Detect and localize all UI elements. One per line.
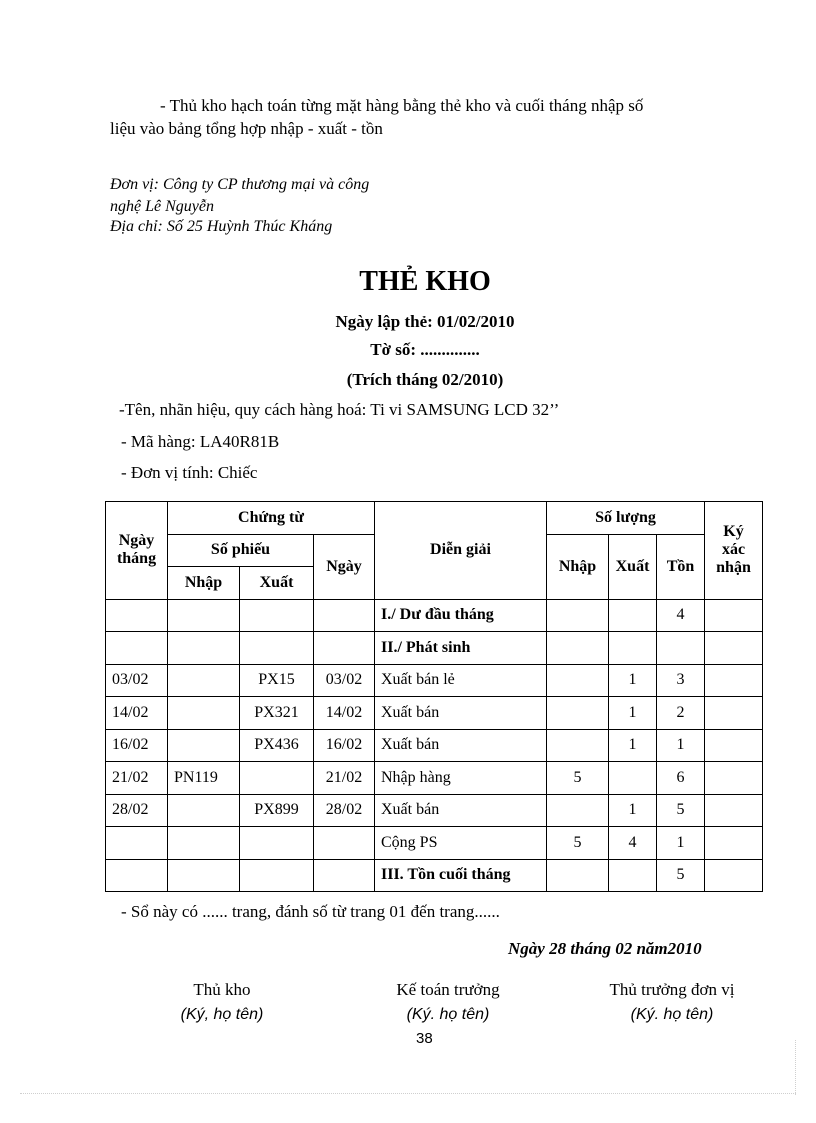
signer-note: (Ký. họ tên) — [406, 1006, 490, 1023]
row-qty-out: 1 — [609, 697, 657, 730]
table-header — [106, 502, 763, 600]
row-qty-balance: 1 — [657, 729, 705, 762]
row-qty-in: 5 — [547, 827, 609, 860]
row-date: 14/02 — [106, 697, 168, 730]
row-qty-in — [547, 729, 609, 762]
signer-note: (Ký. họ tên) — [630, 1006, 714, 1023]
row-date: 16/02 — [106, 729, 168, 762]
row-qty-balance: 3 — [657, 664, 705, 697]
row-qty-in — [547, 599, 609, 632]
row-qty-balance: 1 — [657, 827, 705, 860]
header-voucher-number: Số phiếu — [168, 534, 314, 567]
row-date — [106, 599, 168, 632]
header-date: Ngày tháng — [106, 502, 168, 600]
item-name: -Tên, nhãn hiệu, quy cách hàng hoá: Ti vi SAMSUNG LCD 32’’ — [119, 400, 560, 419]
row-date: 03/02 — [106, 664, 168, 697]
signer-note: (Ký, họ tên) — [180, 1006, 264, 1023]
table-row — [106, 697, 763, 730]
row-qty-balance — [657, 632, 705, 665]
row-voucher-date: 16/02 — [314, 729, 375, 762]
card-sheet-number: Tờ số: .............. — [370, 340, 480, 359]
item-code: - Mã hàng: LA40R81B — [121, 432, 280, 451]
signer-chief-accountant — [348, 980, 548, 1024]
row-description: III. Tồn cuối tháng — [375, 859, 547, 892]
table-row — [106, 664, 763, 697]
row-voucher-date: 21/02 — [314, 762, 375, 795]
intro-line-1: - Thủ kho hạch toán từng mặt hàng bằng thẻ kho và cuối tháng nhập số — [160, 96, 644, 115]
row-date: 28/02 — [106, 794, 168, 827]
row-qty-balance: 6 — [657, 762, 705, 795]
table-row — [106, 859, 763, 892]
row-confirm — [705, 762, 763, 795]
row-date — [106, 632, 168, 665]
row-description: I./ Dư đầu tháng — [375, 599, 547, 632]
row-voucher-in — [168, 599, 240, 632]
row-qty-balance: 5 — [657, 794, 705, 827]
table-body — [106, 599, 763, 892]
page-edge-dotted-line — [20, 1093, 796, 1094]
header-voucher-in: Nhập — [168, 567, 240, 600]
signer-title: Thủ kho — [193, 980, 251, 999]
header-description: Diễn giải — [375, 502, 547, 600]
row-voucher-out — [240, 599, 314, 632]
row-confirm — [705, 729, 763, 762]
card-period: (Trích tháng 02/2010) — [346, 370, 504, 389]
row-date: 21/02 — [106, 762, 168, 795]
header-voucher-out: Xuất — [240, 567, 314, 600]
row-qty-in — [547, 632, 609, 665]
row-voucher-date: 28/02 — [314, 794, 375, 827]
row-voucher-out: PX15 — [240, 664, 314, 697]
row-qty-balance: 5 — [657, 859, 705, 892]
row-description: II./ Phát sinh — [375, 632, 547, 665]
row-voucher-date — [314, 599, 375, 632]
row-qty-in — [547, 664, 609, 697]
page-number: 38 — [416, 1030, 433, 1047]
row-voucher-out — [240, 859, 314, 892]
header-qty-in: Nhập — [547, 534, 609, 599]
card-date: Ngày lập thẻ: 01/02/2010 — [335, 312, 515, 331]
row-confirm — [705, 827, 763, 860]
table-row — [106, 632, 763, 665]
row-voucher-out — [240, 762, 314, 795]
row-description: Nhập hàng — [375, 762, 547, 795]
row-voucher-out — [240, 827, 314, 860]
row-voucher-in — [168, 794, 240, 827]
row-description: Xuất bán — [375, 697, 547, 730]
row-confirm — [705, 859, 763, 892]
row-voucher-in — [168, 859, 240, 892]
row-voucher-in — [168, 632, 240, 665]
row-confirm — [705, 632, 763, 665]
item-unit: - Đơn vị tính: Chiếc — [121, 463, 258, 482]
intro-line-2: liệu vào bảng tổng hợp nhập - xuất - tồn — [110, 119, 383, 138]
row-description: Xuất bán — [375, 729, 547, 762]
row-description: Xuất bán lẻ — [375, 664, 547, 697]
row-voucher-in — [168, 729, 240, 762]
row-confirm — [705, 599, 763, 632]
table-row — [106, 794, 763, 827]
header-qty-balance: Tồn — [657, 534, 705, 599]
row-voucher-date: 14/02 — [314, 697, 375, 730]
table-row — [106, 827, 763, 860]
header-qty-out: Xuất — [609, 534, 657, 599]
card-title: THẺ KHO — [359, 266, 491, 297]
row-voucher-out: PX899 — [240, 794, 314, 827]
row-qty-out — [609, 859, 657, 892]
row-voucher-in: PN119 — [168, 762, 240, 795]
stock-card-table — [105, 501, 763, 892]
row-qty-in — [547, 859, 609, 892]
row-qty-balance: 4 — [657, 599, 705, 632]
header-voucher-date: Ngày — [314, 534, 375, 599]
signer-storekeeper — [122, 980, 322, 1024]
row-voucher-in — [168, 827, 240, 860]
row-qty-out — [609, 632, 657, 665]
row-description: Cộng PS — [375, 827, 547, 860]
row-qty-in — [547, 697, 609, 730]
header-voucher: Chứng từ — [168, 502, 375, 535]
table-row — [106, 762, 763, 795]
row-qty-in — [547, 794, 609, 827]
company-address: Địa chỉ: Số 25 Huỳnh Thúc Kháng — [110, 218, 333, 235]
company-name-line-1: Đơn vị: Công ty CP thương mại và công — [110, 176, 370, 193]
company-name-line-2: nghệ Lê Nguyễn — [110, 198, 214, 215]
header-confirm: Ký xác nhận — [705, 502, 763, 600]
signer-head-of-unit — [572, 980, 772, 1024]
row-voucher-out: PX321 — [240, 697, 314, 730]
sign-date: Ngày 28 tháng 02 năm2010 — [508, 939, 702, 958]
row-voucher-date — [314, 827, 375, 860]
page-edge-dotted-line-vertical — [795, 1040, 796, 1095]
row-qty-out: 1 — [609, 794, 657, 827]
table-row — [106, 729, 763, 762]
row-date — [106, 827, 168, 860]
signer-title: Thủ trưởng đơn vị — [609, 980, 735, 999]
row-voucher-in — [168, 697, 240, 730]
row-voucher-in — [168, 664, 240, 697]
row-description: Xuất bán — [375, 794, 547, 827]
row-confirm — [705, 664, 763, 697]
pages-note: - Sổ này có ...... trang, đánh số từ trang 01 đến trang...... — [121, 902, 500, 921]
row-qty-out — [609, 762, 657, 795]
signer-title: Kế toán trưởng — [396, 980, 500, 999]
row-confirm — [705, 794, 763, 827]
row-voucher-date — [314, 859, 375, 892]
row-qty-out: 1 — [609, 729, 657, 762]
row-qty-in: 5 — [547, 762, 609, 795]
header-quantity: Số lượng — [547, 502, 705, 535]
row-qty-out — [609, 599, 657, 632]
row-confirm — [705, 697, 763, 730]
table-row — [106, 599, 763, 632]
row-voucher-date: 03/02 — [314, 664, 375, 697]
row-voucher-date — [314, 632, 375, 665]
row-qty-out: 4 — [609, 827, 657, 860]
row-date — [106, 859, 168, 892]
row-voucher-out: PX436 — [240, 729, 314, 762]
row-qty-balance: 2 — [657, 697, 705, 730]
row-voucher-out — [240, 632, 314, 665]
row-qty-out: 1 — [609, 664, 657, 697]
